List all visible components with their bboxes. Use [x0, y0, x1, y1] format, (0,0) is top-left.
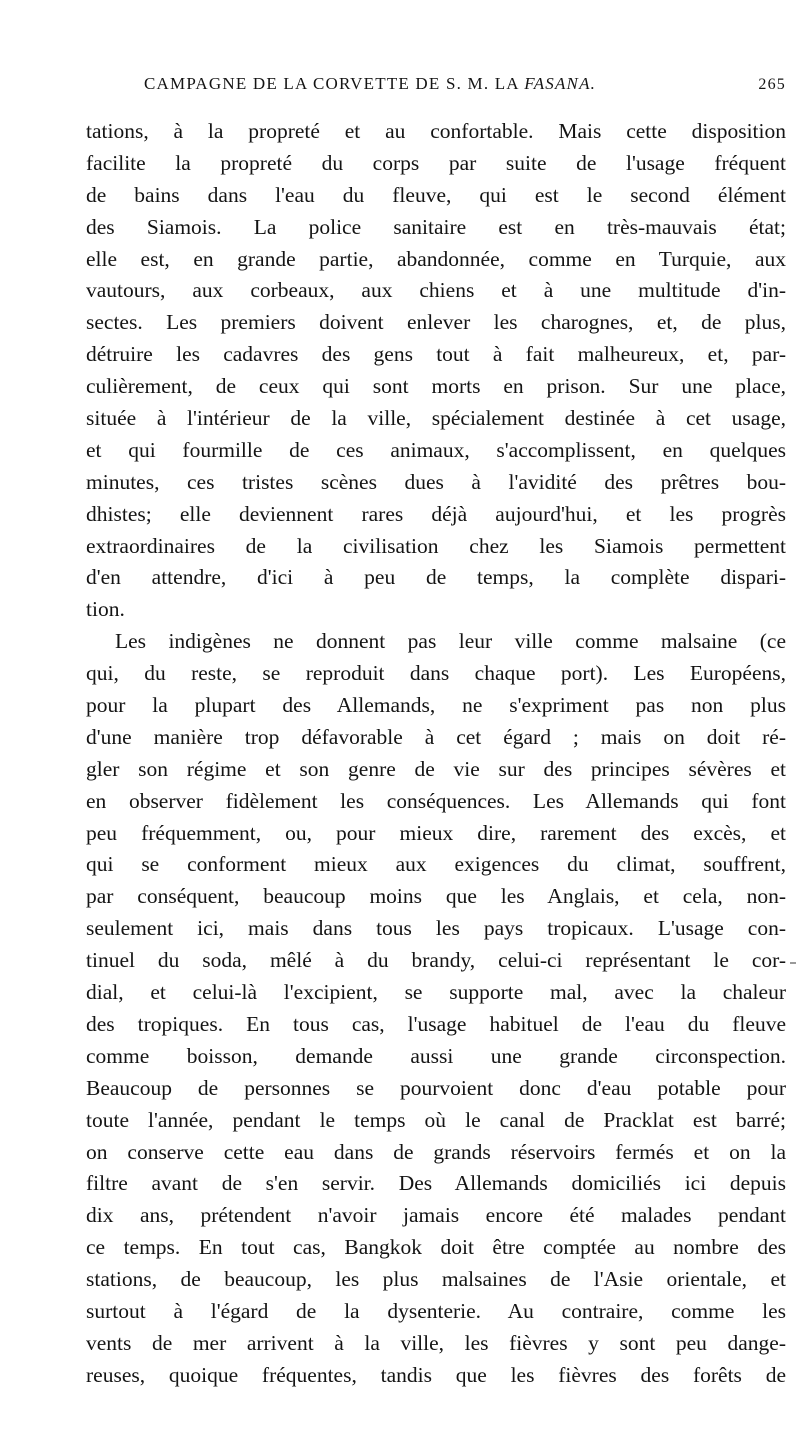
text-line: surtout à l'égard de la dysenterie. Au contraire, comme les: [86, 1298, 786, 1323]
text-line: des tropiques. En tous cas, l'usage habituel de l'eau du fleuve: [86, 1011, 786, 1036]
text-line: vents de mer arrivent à la ville, les fièvres y sont peu dange-: [86, 1330, 786, 1355]
margin-mark: [790, 962, 796, 964]
text-line: qui, du reste, se reproduit dans chaque port). Les Européens,: [86, 661, 786, 686]
running-header: [86, 74, 786, 100]
body-text: [86, 116, 786, 1392]
page-number: 265: [758, 76, 786, 93]
text-line: stations, de beaucoup, les plus malsaines de l'Asie orientale, et: [86, 1267, 786, 1292]
paragraph-2: [86, 626, 786, 1391]
paragraph-1: [86, 116, 786, 626]
text-line: Les indigènes ne donnent pas leur ville comme malsaine (ce: [115, 629, 786, 654]
text-line: pour la plupart des Allemands, ne s'expriment pas non plus: [86, 693, 786, 718]
text-line: elle est, en grande partie, abandonnée, comme en Turquie, aux: [86, 246, 786, 271]
text-line: Beaucoup de personnes se pourvoient donc d'eau potable pour: [86, 1075, 786, 1100]
text-line: dial, et celui-là l'excipient, se supporte mal, avec la chaleur: [86, 980, 786, 1005]
text-line: qui se conforment mieux aux exigences du climat, souffrent,: [86, 852, 786, 877]
text-line: gler son régime et son genre de vie sur des principes sévères et: [86, 756, 786, 781]
text-line: tinuel du soda, mêlé à du brandy, celui-ci représentant le cor-: [86, 948, 786, 973]
text-line: située à l'intérieur de la ville, spécialement destinée à cet usage,: [86, 406, 786, 431]
text-line: ce temps. En tout cas, Bangkok doit être comptée au nombre des: [86, 1235, 786, 1260]
text-line: vautours, aux corbeaux, aux chiens et à une multitude d'in-: [86, 278, 786, 303]
text-line: d'une manière trop défavorable à cet égard ; mais on doit ré-: [86, 724, 786, 749]
text-line: on conserve cette eau dans de grands réservoirs fermés et on la: [86, 1139, 786, 1164]
text-line: des Siamois. La police sanitaire est en très-mauvais état;: [86, 214, 786, 239]
text-line: par conséquent, beaucoup moins que les Anglais, et cela, non-: [86, 884, 786, 909]
text-line: culièrement, de ceux qui sont morts en prison. Sur une place,: [86, 374, 786, 399]
running-title-text: CAMPAGNE DE LA CORVETTE DE S. M. LA: [144, 74, 519, 93]
text-line: détruire les cadavres des gens tout à fait malheureux, et, par-: [86, 342, 786, 367]
text-line: tations, à la propreté et au confortable. Mais cette disposition: [86, 119, 786, 143]
text-line: facilite la propreté du corps par suite de l'usage fréquent: [86, 150, 786, 175]
text-line: sectes. Les premiers doivent enlever les charognes, et, de plus,: [86, 310, 786, 335]
text-line: d'en attendre, d'ici à peu de temps, la complète dispari-: [86, 565, 786, 590]
text-line: en observer fidèlement les conséquences. Les Allemands qui font: [86, 788, 786, 813]
text-line: dix ans, prétendent n'avoir jamais encore été malades pendant: [86, 1203, 786, 1228]
text-line: peu fréquemment, ou, pour mieux dire, rarement des excès, et: [86, 820, 786, 845]
text-line: tion.: [86, 597, 125, 622]
running-title: [144, 74, 596, 94]
text-line: dhistes; elle deviennent rares déjà aujourd'hui, et les progrès: [86, 501, 786, 526]
ship-name: FASANA.: [524, 74, 597, 93]
text-line: reuses, quoique fréquentes, tandis que les fièvres des forêts de: [86, 1362, 786, 1387]
text-line: et qui fourmille de ces animaux, s'accomplissent, en quelques: [86, 437, 786, 462]
text-line: minutes, ces tristes scènes dues à l'avidité des prêtres bou-: [86, 469, 786, 494]
text-line: extraordinaires de la civilisation chez les Siamois permettent: [86, 533, 786, 558]
text-line: de bains dans l'eau du fleuve, qui est le second élément: [86, 182, 786, 207]
text-line: toute l'année, pendant le temps où le canal de Pracklat est barré;: [86, 1107, 786, 1132]
text-line: seulement ici, mais dans tous les pays tropicaux. L'usage con-: [86, 916, 786, 941]
text-line: filtre avant de s'en servir. Des Allemands domiciliés ici depuis: [86, 1171, 786, 1196]
text-line: comme boisson, demande aussi une grande circonspection.: [86, 1043, 786, 1068]
